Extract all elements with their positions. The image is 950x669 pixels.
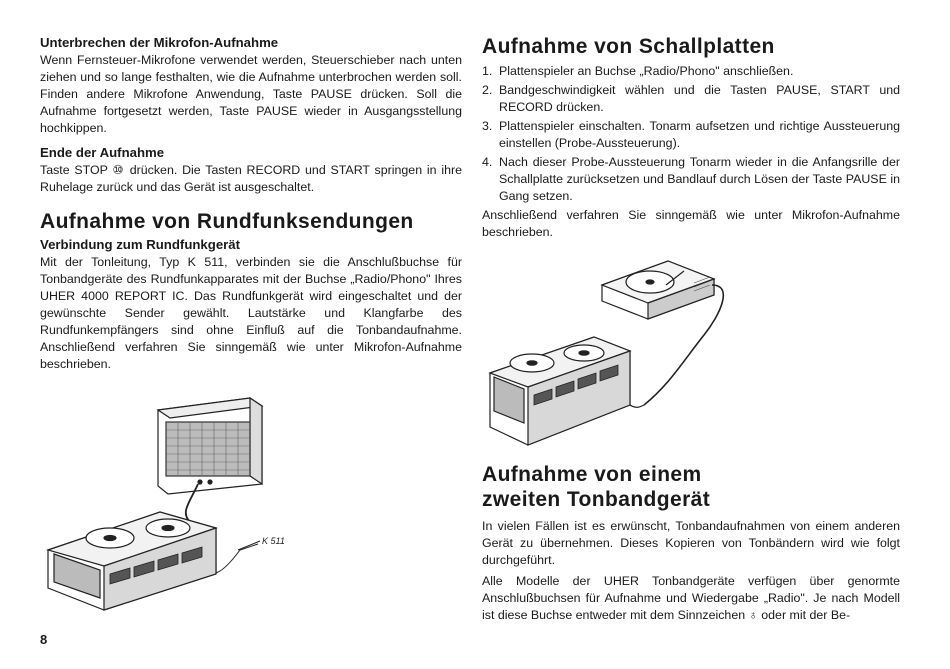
title-record-recording: Aufnahme von Schallplatten [482, 35, 775, 58]
page-number: 8 [40, 632, 48, 647]
section-heading-connection: Verbindung zum Rundfunkgerät [40, 237, 241, 252]
paragraph-copying: In vielen Fällen ist es erwünscht, Tonbandaufnahmen von einem anderen Gerät zu übernehmen. Dieses Kopieren von Tonbändern wird wie folgt durchgeführt. [482, 519, 900, 567]
right-column [482, 34, 900, 241]
step-text: Plattenspieler an Buchse „Radio/Phono" anschließen. [499, 64, 794, 78]
step-number: 3. [482, 119, 493, 133]
step-text: Plattenspieler einschalten. Tonarm aufsetzen und richtige Aussteuerung einstellen (Probe-Aussteuerung). [499, 119, 900, 150]
section-heading-end: Ende der Aufnahme [40, 145, 165, 160]
radio-tape-recorder-illustration [40, 392, 320, 614]
cable-label-k511: K 511 [262, 536, 285, 546]
step-number: 1. [482, 64, 493, 78]
title-second-recorder-line1: Aufnahme von einem [482, 463, 702, 486]
record-player-tape-recorder-illustration [484, 255, 744, 455]
paragraph-connection: Mit der Tonleitung, Typ K 511, verbinden sie die Anschlußbuchse für Tonbandgeräte des Rundfunkapparates mit der Buchse „Radio/Phono" Ihres UHER 4000 REPORT IC. Das Rundfunkgerät wird eingeschaltet und der gewünschte Sender gewählt. Lautstärke und Klangfarbe des Rundfunkempfängers sind ohne Einfluß auf die Tonbandaufnahme. Anschließend verfahren Sie sinngemäß wie unter Mikrofon-Aufnahme beschrieben. [40, 255, 462, 371]
record-player-icon [602, 261, 714, 319]
tape-recorder-icon [48, 512, 216, 610]
title-radio-recording: Aufnahme von Rundfunksendungen [40, 210, 414, 233]
paragraph-sockets: Alle Modelle der UHER Tonbandgeräte verfügen über genormte Anschlußbuchsen für Aufnahme und Wiedergabe „Radio". Je nach Modell ist diese Buchse entweder mit dem Sinnzeichen ♁ oder mit der Be- [482, 574, 900, 622]
step-item [482, 82, 900, 116]
paragraph-after-steps: Anschließend verfahren Sie sinngemäß wie unter Mikrofon-Aufnahme beschrieben. [482, 208, 900, 239]
step-number: 4. [482, 155, 493, 169]
left-column [40, 34, 462, 373]
paragraph-end: Taste STOP ⑩ drücken. Die Tasten RECORD und START springen in ihre Ruhelage zurück und das Gerät ist ausgeschaltet. [40, 163, 462, 194]
tape-recorder-icon [490, 337, 630, 445]
right-column-second [482, 462, 900, 624]
step-number: 2. [482, 83, 493, 97]
step-text: Nach dieser Probe-Aussteuerung Tonarm wieder in die Anfangsrille der Schallplatte zurücksetzen und Bandlauf durch Lösen der Taste PAUSE in Gang setzen. [499, 155, 900, 203]
title-second-recorder-line2: zweiten Tonbandgerät [482, 488, 711, 511]
step-item [482, 63, 900, 80]
step-item [482, 154, 900, 205]
radio-receiver-icon [158, 398, 262, 494]
step-text: Bandgeschwindigkeit wählen und die Tasten PAUSE, START und RECORD drücken. [499, 83, 900, 114]
section-heading-interrupt: Unterbrechen der Mikrofon-Aufnahme [40, 35, 279, 50]
paragraph-interrupt: Wenn Fernsteuer-Mikrofone verwendet werden, Steuerschieber nach unten ziehen und so lange festhalten, wie die Aufnahme unterbrochen werden soll. Finden andere Mikrofone Anwendung, Taste PAUSE drücken. Soll die Aufnahme fortgesetzt werden, Taste PAUSE wieder in Ausgangsstellung hochkippen. [40, 53, 462, 135]
step-item [482, 118, 900, 152]
steps-list [482, 63, 900, 205]
